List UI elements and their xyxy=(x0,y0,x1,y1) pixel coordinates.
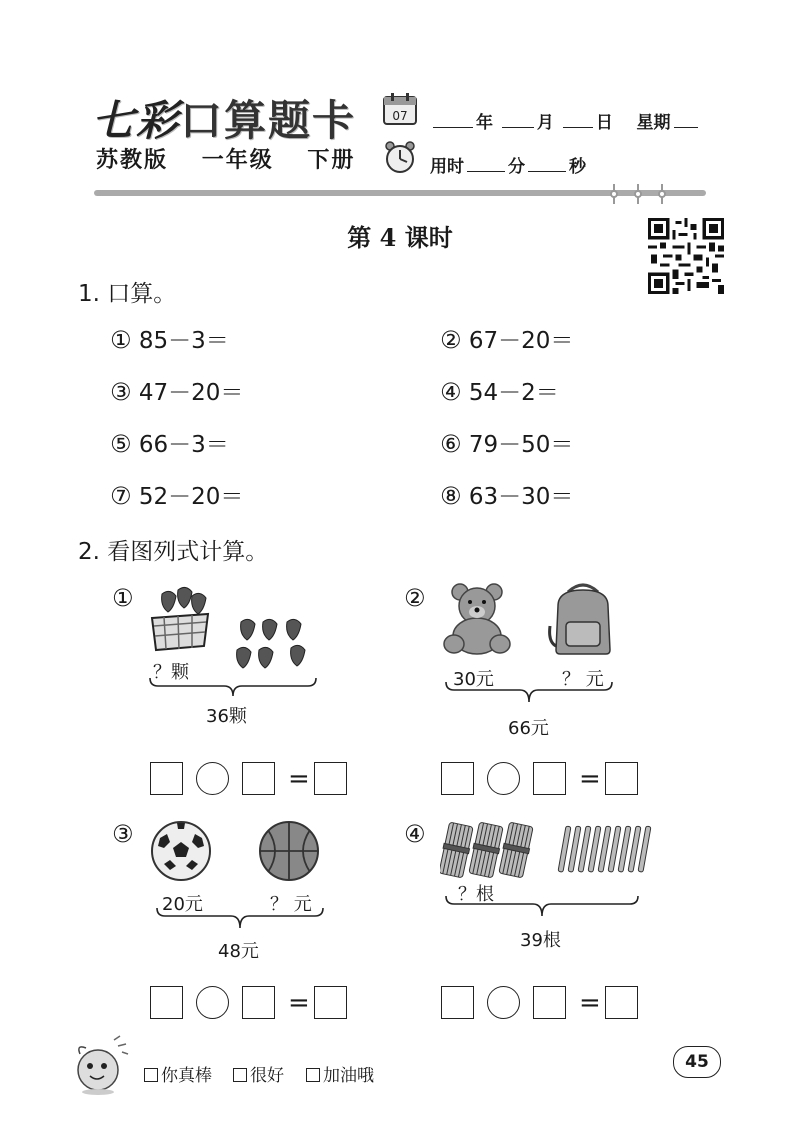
rating-label: 很好 xyxy=(250,1066,284,1086)
brace-icon xyxy=(155,906,325,932)
strawberry-basket-icon xyxy=(148,584,212,656)
strawberries-icon xyxy=(235,614,311,676)
item-number: ④ xyxy=(440,378,462,406)
stick-bundles-icon xyxy=(440,820,540,880)
equation-row xyxy=(150,762,360,795)
right-label: ？ 元 xyxy=(562,669,604,690)
problem-number: ④ xyxy=(404,820,426,848)
day-label: 日 xyxy=(595,113,613,133)
equals-sign: = xyxy=(579,763,601,794)
page-number: 45 xyxy=(673,1046,721,1078)
time-line xyxy=(430,152,586,177)
section2-title: 2. 看图列式计算。 xyxy=(78,539,269,565)
calc-item xyxy=(110,322,229,355)
rating-label: 你真棒 xyxy=(161,1066,212,1086)
brace-icon xyxy=(444,894,640,920)
checkbox[interactable] xyxy=(306,1068,320,1082)
month-blank[interactable] xyxy=(502,113,534,128)
left-label: 20元 xyxy=(162,894,203,915)
brace-icon xyxy=(444,680,614,706)
calc-item xyxy=(440,426,573,459)
seconds-label: 秒 xyxy=(569,157,586,177)
problem-number: ① xyxy=(112,584,134,612)
operator-circle[interactable] xyxy=(196,762,229,795)
checkbox[interactable] xyxy=(233,1068,247,1082)
calc-expression: 85－3＝ xyxy=(138,328,229,354)
result-box[interactable] xyxy=(605,762,638,795)
equation-row xyxy=(150,986,360,1019)
teddy-bear-icon xyxy=(440,582,514,656)
operator-circle[interactable] xyxy=(196,986,229,1019)
item-number: ③ xyxy=(110,378,132,406)
edition-grade: 一年级 xyxy=(201,148,274,173)
calendar-day: 07 xyxy=(392,109,408,123)
day-blank[interactable] xyxy=(563,113,593,128)
seconds-blank[interactable] xyxy=(528,157,566,172)
basketball-icon xyxy=(258,820,320,882)
item-number: ⑦ xyxy=(110,482,132,510)
result-box[interactable] xyxy=(314,986,347,1019)
checkbox[interactable] xyxy=(144,1068,158,1082)
brand-part-b: 口算题卡 xyxy=(180,96,357,145)
answer-box[interactable] xyxy=(533,762,566,795)
left-label: ？颗 xyxy=(153,662,189,683)
brand-title xyxy=(92,88,356,148)
backpack-icon xyxy=(548,582,618,656)
calc-expression: 66－3＝ xyxy=(138,432,229,458)
mascot-icon xyxy=(70,1032,134,1096)
total-label: 36颗 xyxy=(206,706,247,727)
brace-icon xyxy=(148,676,318,700)
minutes-blank[interactable] xyxy=(467,157,505,172)
total-label: 39根 xyxy=(520,930,561,951)
loose-sticks-icon xyxy=(556,824,654,874)
answer-box[interactable] xyxy=(441,986,474,1019)
left-label: ？根 xyxy=(458,884,494,905)
calc-item xyxy=(440,322,573,355)
lesson-title: 第 4 课时 xyxy=(347,223,453,252)
edition-publisher: 苏教版 xyxy=(96,148,169,173)
answer-box[interactable] xyxy=(150,986,183,1019)
brand-part-a: 七彩 xyxy=(92,96,181,145)
month-label: 月 xyxy=(536,113,554,133)
calc-expression: 52－20＝ xyxy=(138,484,244,510)
equals-sign: = xyxy=(288,987,310,1018)
item-number: ⑤ xyxy=(110,430,132,458)
equation-row xyxy=(441,986,651,1019)
calc-expression: 63－30＝ xyxy=(468,484,574,510)
answer-box[interactable] xyxy=(150,762,183,795)
rating-option-good[interactable] xyxy=(233,1061,284,1086)
divider-ornament-icon xyxy=(604,182,674,208)
calc-item xyxy=(440,478,573,511)
year-blank[interactable] xyxy=(433,113,473,128)
answer-box[interactable] xyxy=(441,762,474,795)
alarm-clock-icon xyxy=(382,140,418,174)
calendar-icon xyxy=(382,92,418,126)
answer-box[interactable] xyxy=(533,986,566,1019)
result-box[interactable] xyxy=(605,986,638,1019)
equation-row xyxy=(441,762,651,795)
calc-item xyxy=(440,374,559,407)
result-box[interactable] xyxy=(314,762,347,795)
calc-expression: 47－20＝ xyxy=(138,380,244,406)
answer-box[interactable] xyxy=(242,986,275,1019)
answer-box[interactable] xyxy=(242,762,275,795)
left-label: 30元 xyxy=(453,669,494,690)
date-line xyxy=(430,108,701,133)
calc-item xyxy=(110,478,243,511)
time-used-label: 用时 xyxy=(430,157,464,177)
item-number: ⑧ xyxy=(440,482,462,510)
edition-volume: 下册 xyxy=(307,148,356,173)
calc-expression: 67－20＝ xyxy=(468,328,574,354)
soccer-ball-icon xyxy=(150,820,212,882)
section1-title: 1. 口算。 xyxy=(78,281,177,307)
item-number: ① xyxy=(110,326,132,354)
calc-expression: 79－50＝ xyxy=(468,432,574,458)
calc-item xyxy=(110,426,229,459)
minutes-label: 分 xyxy=(508,157,525,177)
total-label: 66元 xyxy=(508,718,549,739)
rating-option-keep-going[interactable] xyxy=(306,1061,374,1086)
item-number: ② xyxy=(440,326,462,354)
edition-line xyxy=(96,143,379,174)
equals-sign: = xyxy=(288,763,310,794)
qr-code-icon[interactable] xyxy=(648,218,724,294)
calc-expression: 54－2＝ xyxy=(468,380,559,406)
operator-circle[interactable] xyxy=(487,986,520,1019)
total-label: 48元 xyxy=(218,941,259,962)
problem-number: ③ xyxy=(112,820,134,848)
right-label: ？ 元 xyxy=(270,894,312,915)
year-label: 年 xyxy=(476,113,493,133)
operator-circle[interactable] xyxy=(487,762,520,795)
rating-option-great[interactable] xyxy=(144,1061,212,1086)
item-number: ⑥ xyxy=(440,430,462,458)
problem-number: ② xyxy=(404,584,426,612)
calc-item xyxy=(110,374,243,407)
weekday-blank[interactable] xyxy=(674,113,698,128)
rating-label: 加油哦 xyxy=(323,1066,374,1086)
weekday-label: 星期 xyxy=(636,113,671,133)
equals-sign: = xyxy=(579,987,601,1018)
